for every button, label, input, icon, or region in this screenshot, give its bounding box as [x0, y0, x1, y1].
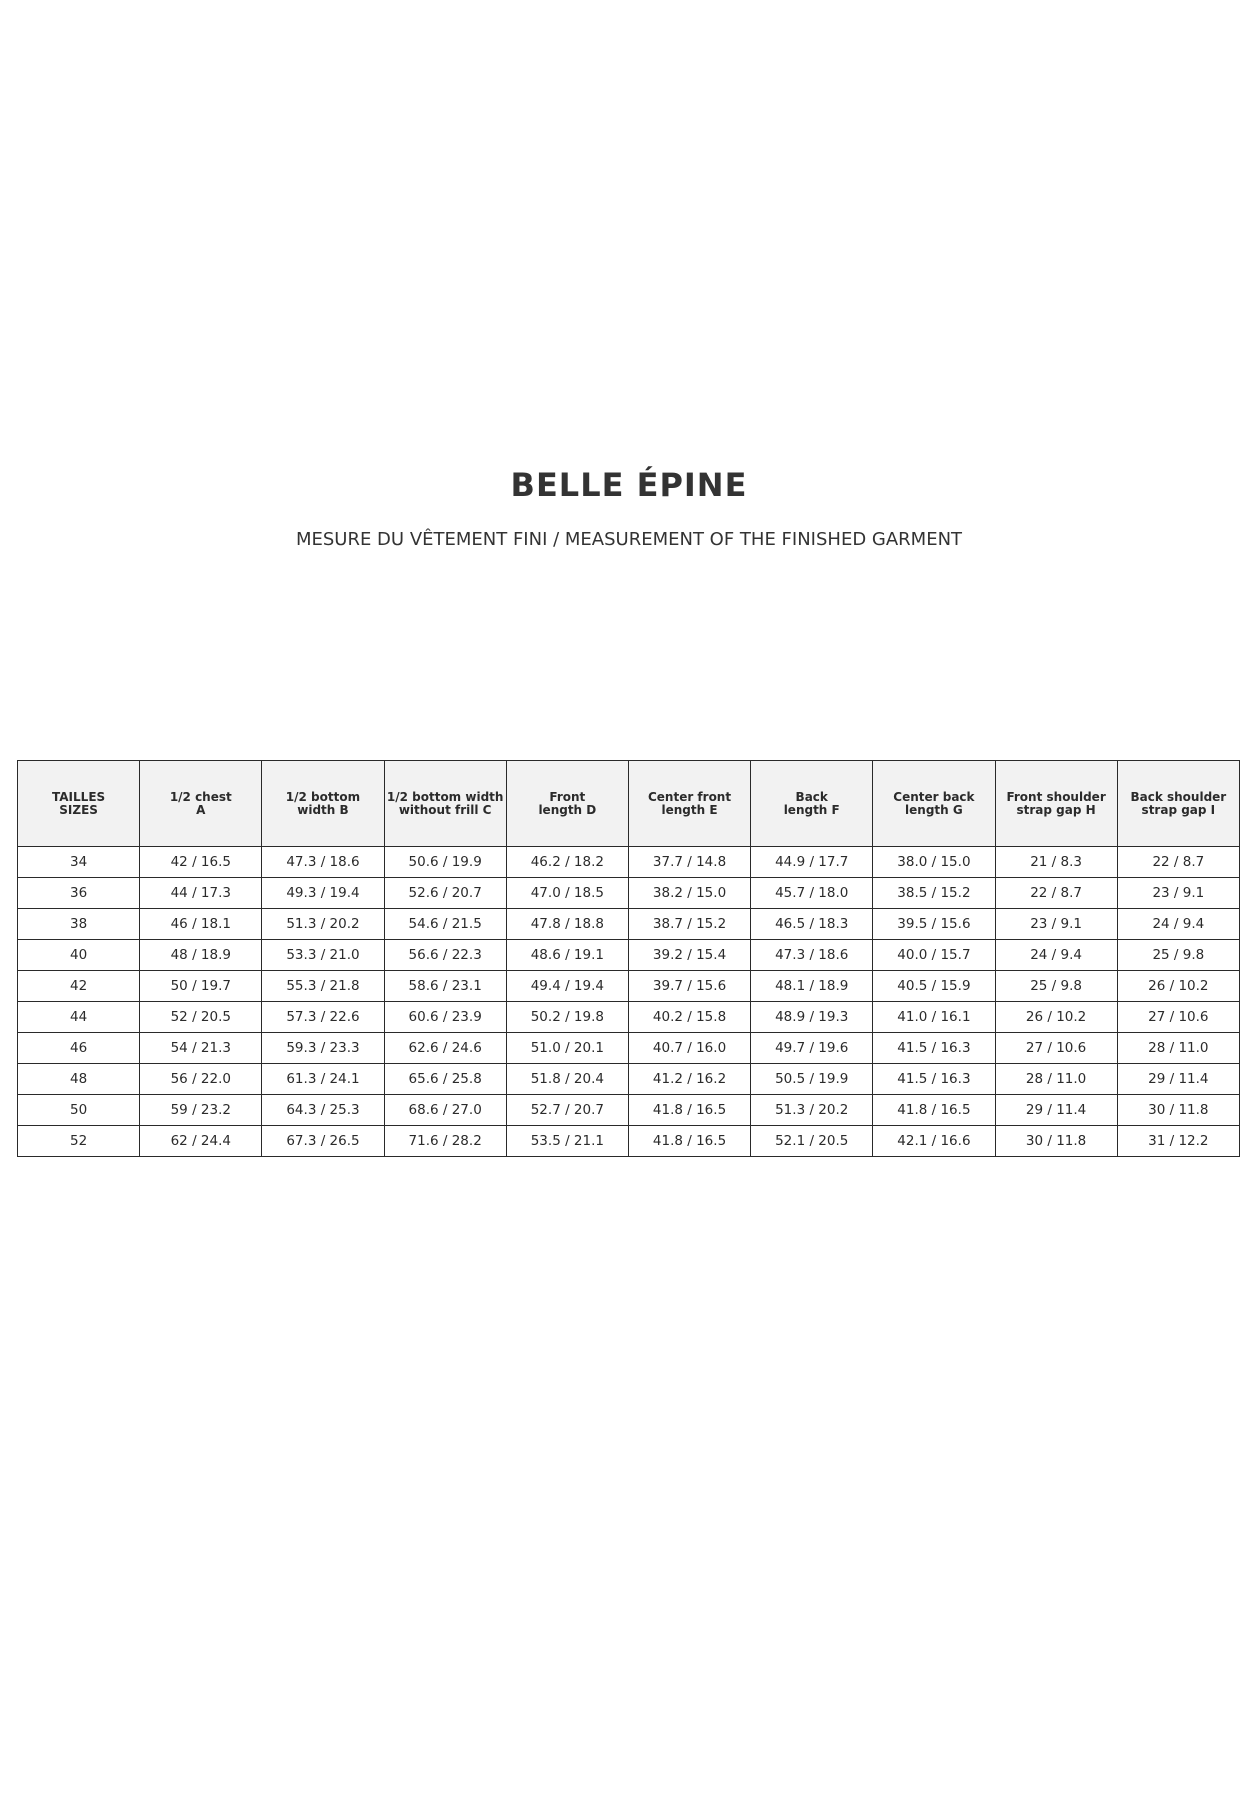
measurement-cell: 39.2 / 15.4	[628, 940, 750, 971]
measurement-cell: 56 / 22.0	[140, 1064, 262, 1095]
measurement-cell: 52.1 / 20.5	[751, 1126, 873, 1157]
measurement-cell: 38.2 / 15.0	[628, 878, 750, 909]
table-row	[18, 847, 1240, 878]
measurement-cell: 41.8 / 16.5	[628, 1126, 750, 1157]
measurement-cell: 48.1 / 18.9	[751, 971, 873, 1002]
column-header-line: A	[196, 802, 206, 817]
measurement-cell: 50 / 19.7	[140, 971, 262, 1002]
measurement-cell: 54 / 21.3	[140, 1033, 262, 1064]
measurement-cell: 48.6 / 19.1	[506, 940, 628, 971]
measurement-cell: 51.3 / 20.2	[262, 909, 384, 940]
column-header	[1117, 761, 1239, 847]
measurement-cell: 53.3 / 21.0	[262, 940, 384, 971]
table-row	[18, 971, 1240, 1002]
measurement-cell: 51.8 / 20.4	[506, 1064, 628, 1095]
column-header-line: length D	[538, 802, 597, 817]
measurement-cell: 50.2 / 19.8	[506, 1002, 628, 1033]
document-title: BELLE ÉPINE	[510, 466, 748, 504]
size-chart-header	[18, 761, 1240, 847]
measurement-cell: 41.2 / 16.2	[628, 1064, 750, 1095]
size-chart-body	[18, 847, 1240, 1157]
measurement-cell: 26 / 10.2	[1117, 971, 1239, 1002]
measurement-cell: 21 / 8.3	[995, 847, 1117, 878]
column-header	[18, 761, 140, 847]
measurement-cell: 62.6 / 24.6	[384, 1033, 506, 1064]
measurement-cell: 52 / 20.5	[140, 1002, 262, 1033]
measurement-cell: 50.6 / 19.9	[384, 847, 506, 878]
measurement-cell: 40.5 / 15.9	[873, 971, 995, 1002]
column-header-line: Center back	[893, 789, 975, 804]
size-cell: 50	[18, 1095, 140, 1126]
measurement-cell: 58.6 / 23.1	[384, 971, 506, 1002]
column-header-line: 1/2 bottom width	[386, 789, 504, 804]
measurement-cell: 48 / 18.9	[140, 940, 262, 971]
size-cell: 38	[18, 909, 140, 940]
size-cell: 42	[18, 971, 140, 1002]
column-header	[384, 761, 506, 847]
measurement-cell: 22 / 8.7	[995, 878, 1117, 909]
measurement-cell: 47.3 / 18.6	[262, 847, 384, 878]
measurement-cell: 47.0 / 18.5	[506, 878, 628, 909]
measurement-cell: 44 / 17.3	[140, 878, 262, 909]
measurement-cell: 52.7 / 20.7	[506, 1095, 628, 1126]
measurement-cell: 24 / 9.4	[1117, 909, 1239, 940]
column-header	[506, 761, 628, 847]
column-header-line: width B	[297, 802, 349, 817]
measurement-cell: 53.5 / 21.1	[506, 1126, 628, 1157]
measurement-cell: 38.7 / 15.2	[628, 909, 750, 940]
measurement-cell: 40.0 / 15.7	[873, 940, 995, 971]
measurement-cell: 48.9 / 19.3	[751, 1002, 873, 1033]
table-row	[18, 909, 1240, 940]
measurement-cell: 61.3 / 24.1	[262, 1064, 384, 1095]
measurement-cell: 44.9 / 17.7	[751, 847, 873, 878]
measurement-cell: 47.3 / 18.6	[751, 940, 873, 971]
measurement-cell: 49.7 / 19.6	[751, 1033, 873, 1064]
table-row	[18, 1064, 1240, 1095]
measurement-cell: 28 / 11.0	[995, 1064, 1117, 1095]
column-header	[140, 761, 262, 847]
measurement-cell: 67.3 / 26.5	[262, 1126, 384, 1157]
measurement-cell: 55.3 / 21.8	[262, 971, 384, 1002]
column-header-line: Center front	[647, 789, 732, 804]
measurement-cell: 38.5 / 15.2	[873, 878, 995, 909]
measurement-cell: 24 / 9.4	[995, 940, 1117, 971]
measurement-cell: 41.8 / 16.5	[873, 1095, 995, 1126]
measurement-cell: 41.5 / 16.3	[873, 1033, 995, 1064]
measurement-cell: 37.7 / 14.8	[628, 847, 750, 878]
measurement-cell: 59.3 / 23.3	[262, 1033, 384, 1064]
measurement-cell: 40.2 / 15.8	[628, 1002, 750, 1033]
column-header-line: length E	[661, 802, 718, 817]
column-header-line: 1/2 chest	[169, 789, 232, 804]
column-header-line: length G	[905, 802, 963, 817]
size-cell: 46	[18, 1033, 140, 1064]
measurement-cell: 23 / 9.1	[995, 909, 1117, 940]
measurement-cell: 29 / 11.4	[995, 1095, 1117, 1126]
table-row	[18, 878, 1240, 909]
column-header	[751, 761, 873, 847]
measurement-cell: 27 / 10.6	[1117, 1002, 1239, 1033]
size-chart-table	[17, 760, 1240, 1157]
measurement-cell: 29 / 11.4	[1117, 1064, 1239, 1095]
measurement-cell: 26 / 10.2	[995, 1002, 1117, 1033]
measurement-cell: 40.7 / 16.0	[628, 1033, 750, 1064]
column-header-line: strap gap H	[1016, 802, 1096, 817]
measurement-cell: 65.6 / 25.8	[384, 1064, 506, 1095]
size-cell: 52	[18, 1126, 140, 1157]
size-cell: 36	[18, 878, 140, 909]
measurement-cell: 39.5 / 15.6	[873, 909, 995, 940]
column-header-line: Back	[795, 789, 828, 804]
column-header	[262, 761, 384, 847]
measurement-cell: 25 / 9.8	[995, 971, 1117, 1002]
document-subtitle: MESURE DU VÊTEMENT FINI / MEASUREMENT OF THE FINISHED GARMENT	[295, 529, 963, 550]
measurement-cell: 39.7 / 15.6	[628, 971, 750, 1002]
column-header	[995, 761, 1117, 847]
column-header-line: TAILLES	[52, 789, 106, 804]
measurement-cell: 38.0 / 15.0	[873, 847, 995, 878]
column-header-line: without frill C	[398, 802, 492, 817]
column-header-line: 1/2 bottom	[285, 789, 361, 804]
column-header	[873, 761, 995, 847]
measurement-cell: 47.8 / 18.8	[506, 909, 628, 940]
measurement-cell: 45.7 / 18.0	[751, 878, 873, 909]
table-row	[18, 1033, 1240, 1064]
measurement-cell: 59 / 23.2	[140, 1095, 262, 1126]
measurement-cell: 52.6 / 20.7	[384, 878, 506, 909]
measurement-cell: 71.6 / 28.2	[384, 1126, 506, 1157]
size-cell: 40	[18, 940, 140, 971]
measurement-cell: 30 / 11.8	[1117, 1095, 1239, 1126]
measurement-cell: 56.6 / 22.3	[384, 940, 506, 971]
measurement-cell: 41.8 / 16.5	[628, 1095, 750, 1126]
column-header-line: SIZES	[59, 802, 98, 817]
measurement-cell: 28 / 11.0	[1117, 1033, 1239, 1064]
measurement-cell: 50.5 / 19.9	[751, 1064, 873, 1095]
table-row	[18, 1126, 1240, 1157]
measurement-cell: 46 / 18.1	[140, 909, 262, 940]
measurement-cell: 42 / 16.5	[140, 847, 262, 878]
table-row	[18, 1002, 1240, 1033]
column-header-line: strap gap I	[1141, 802, 1216, 817]
measurement-cell: 30 / 11.8	[995, 1126, 1117, 1157]
size-cell: 34	[18, 847, 140, 878]
measurement-cell: 51.3 / 20.2	[751, 1095, 873, 1126]
measurement-cell: 23 / 9.1	[1117, 878, 1239, 909]
measurement-cell: 64.3 / 25.3	[262, 1095, 384, 1126]
measurement-cell: 25 / 9.8	[1117, 940, 1239, 971]
table-row	[18, 940, 1240, 971]
measurement-cell: 41.5 / 16.3	[873, 1064, 995, 1095]
measurement-cell: 62 / 24.4	[140, 1126, 262, 1157]
measurement-cell: 57.3 / 22.6	[262, 1002, 384, 1033]
measurement-cell: 68.6 / 27.0	[384, 1095, 506, 1126]
measurement-cell: 46.2 / 18.2	[506, 847, 628, 878]
measurement-cell: 60.6 / 23.9	[384, 1002, 506, 1033]
measurement-cell: 41.0 / 16.1	[873, 1002, 995, 1033]
header-row	[18, 761, 1240, 847]
measurement-cell: 54.6 / 21.5	[384, 909, 506, 940]
column-header-line: Back shoulder	[1130, 789, 1227, 804]
column-header-line: Front	[549, 789, 586, 804]
size-cell: 44	[18, 1002, 140, 1033]
measurement-cell: 46.5 / 18.3	[751, 909, 873, 940]
column-header	[628, 761, 750, 847]
column-header-line: length F	[783, 802, 840, 817]
measurement-cell: 22 / 8.7	[1117, 847, 1239, 878]
measurement-cell: 27 / 10.6	[995, 1033, 1117, 1064]
table-row	[18, 1095, 1240, 1126]
column-header-line: Front shoulder	[1006, 789, 1106, 804]
measurement-cell: 49.4 / 19.4	[506, 971, 628, 1002]
size-cell: 48	[18, 1064, 140, 1095]
measurement-cell: 31 / 12.2	[1117, 1126, 1239, 1157]
measurement-cell: 42.1 / 16.6	[873, 1126, 995, 1157]
measurement-cell: 51.0 / 20.1	[506, 1033, 628, 1064]
measurement-cell: 49.3 / 19.4	[262, 878, 384, 909]
